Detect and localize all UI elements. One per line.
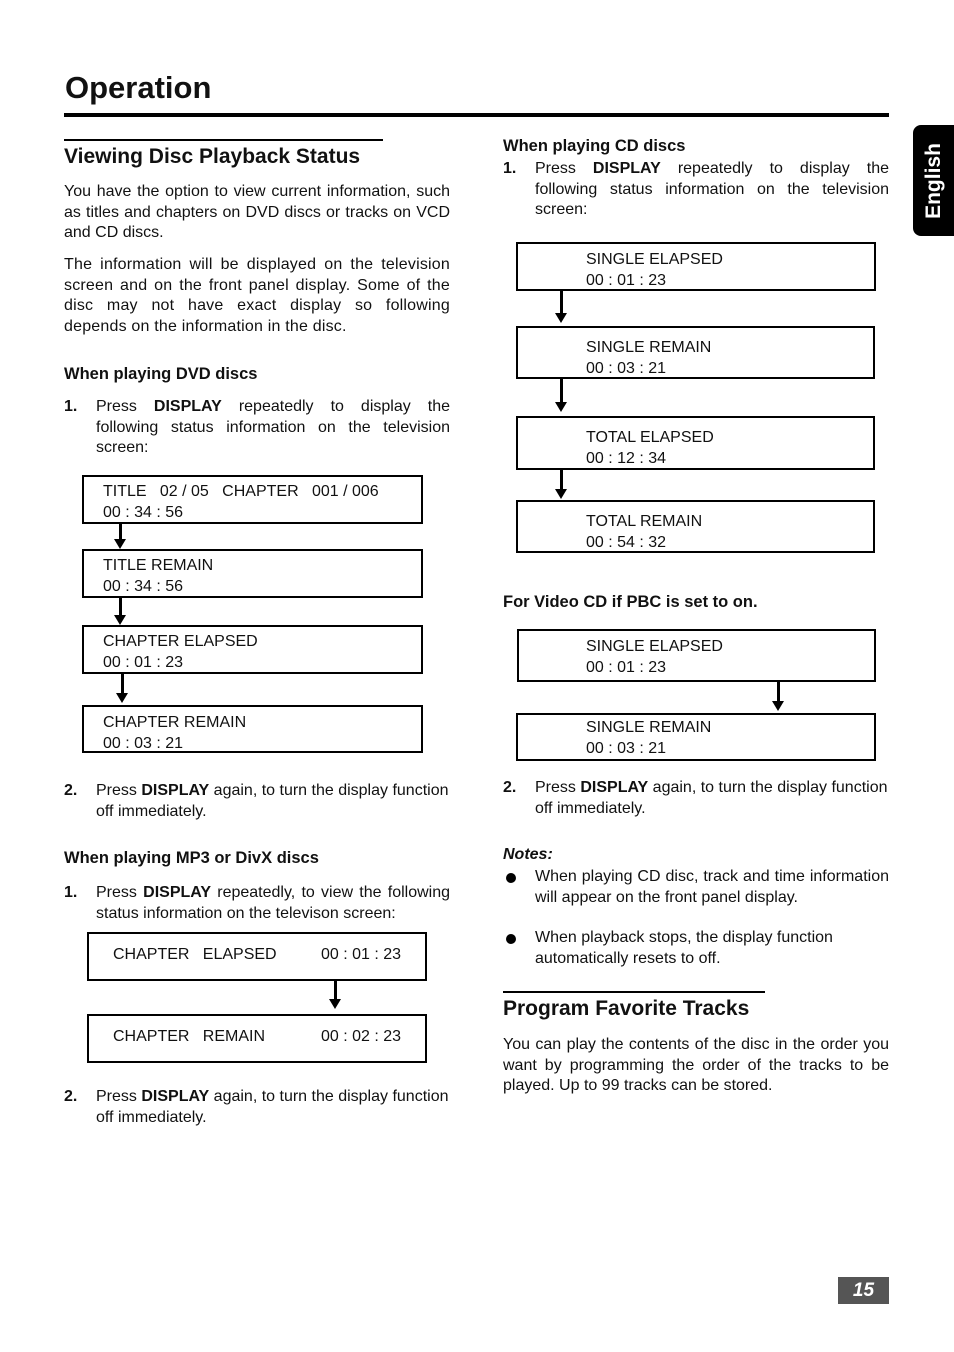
language-tab: [913, 125, 954, 236]
step-text: Press DISPLAY repeatedly to display the following status information on the television screen:: [535, 160, 889, 218]
program-paragraph: You can play the contents of the disc in the order you want by programming the order of the tracks to be played. Up to 99 tracks can be stored.: [503, 1036, 889, 1094]
down-arrow-icon: [334, 979, 337, 1001]
step-text: Press DISPLAY again, to turn the display function off immediately.: [96, 1088, 449, 1126]
down-arrow-icon: [119, 596, 122, 617]
status-time: 00 : 01 : 23: [586, 659, 667, 676]
viewing-info-paragraph: The information will be displayed on the television screen and on the front panel display. Some of the disc may not have exact display so following depends on the information in the disc.: [64, 256, 450, 335]
status-time: 00 : 01 : 23: [321, 946, 402, 963]
cd-status-box-4: [516, 500, 875, 553]
step-text: Press DISPLAY repeatedly, to view the following status information on the televison screen:: [96, 884, 451, 922]
status-time: 00 : 03 : 21: [103, 735, 184, 752]
down-arrow-icon: [121, 672, 124, 695]
vcd-status-box-2: [516, 713, 876, 761]
status-label: SINGLE ELAPSED: [586, 251, 723, 268]
step-number: 1.: [64, 398, 78, 415]
status-time: 00 : 03 : 21: [586, 360, 667, 377]
language-tab-label: English: [921, 142, 945, 219]
step-text: Press DISPLAY again, to turn the display function off immediately.: [535, 779, 888, 817]
dvd-heading: When playing DVD discs: [64, 365, 258, 383]
step-number: 2.: [503, 779, 517, 796]
status-label: CHAPTER REMAIN: [103, 714, 247, 731]
step-number: 2.: [64, 782, 78, 799]
status-time: 00 : 03 : 21: [586, 740, 667, 757]
status-label: CHAPTER REMAIN: [113, 1028, 266, 1045]
vcd-step-2: [503, 778, 889, 820]
status-time: 00 : 34 : 56: [103, 578, 184, 595]
mp3-heading: When playing MP3 or DivX discs: [64, 849, 319, 867]
step-text: Press DISPLAY repeatedly to display the following status information on the television screen:: [96, 398, 450, 456]
viewing-section-title: Viewing Disc Playback Status: [64, 145, 361, 168]
section-rule: [503, 991, 765, 993]
program-section-title: Program Favorite Tracks: [503, 997, 750, 1020]
status-label: CHAPTER ELAPSED: [113, 946, 277, 963]
page-number: 15: [838, 1277, 889, 1304]
cd-status-box-3: [516, 416, 875, 470]
dvd-status-box-4: [82, 705, 423, 753]
down-arrow-icon: [560, 377, 563, 404]
vcd-heading: For Video CD if PBC is set to on.: [503, 593, 758, 611]
note-text: When playback stops, the display function automatically resets to off.: [535, 929, 833, 967]
cd-status-box-2: [516, 326, 875, 379]
note-item: [503, 928, 889, 970]
status-label: TITLE REMAIN: [103, 557, 214, 574]
down-arrow-icon: [560, 289, 563, 315]
mp3-status-box-1: [87, 932, 427, 981]
mp3-step-1: [64, 883, 450, 925]
status-label: TOTAL REMAIN: [586, 513, 703, 530]
title-rule: [64, 113, 889, 117]
status-label: SINGLE REMAIN: [586, 719, 712, 736]
status-label: SINGLE REMAIN: [586, 339, 712, 356]
status-time: 00 : 02 : 23: [321, 1028, 402, 1045]
step-number: 2.: [64, 1088, 78, 1105]
status-time: 00 : 34 : 56: [103, 504, 184, 521]
mp3-status-box-2: [87, 1014, 427, 1063]
cd-step-1: [503, 159, 889, 221]
note-item: [503, 867, 889, 929]
status-time: 00 : 12 : 34: [586, 450, 667, 467]
status-time: 00 : 01 : 23: [103, 654, 184, 671]
notes-heading: Notes:: [503, 846, 553, 863]
status-label: SINGLE ELAPSED: [586, 638, 723, 655]
status-label: CHAPTER ELAPSED: [103, 633, 258, 650]
cd-status-box-1: [516, 242, 876, 291]
step-number: 1.: [503, 160, 517, 177]
vcd-status-box-1: [517, 629, 876, 682]
dvd-status-box-2: [82, 549, 423, 598]
status-time: 00 : 01 : 23: [586, 272, 667, 289]
mp3-step-2: [64, 1087, 450, 1129]
status-label: TITLE 02 / 05 CHAPTER 001 / 006: [103, 483, 379, 500]
dvd-status-box-1: [82, 475, 423, 524]
note-text: When playing CD disc, track and time information will appear on the front panel display.: [535, 868, 889, 906]
down-arrow-icon: [119, 522, 122, 541]
dvd-status-box-3: [82, 625, 423, 674]
bullet-icon: [506, 934, 516, 944]
status-time: 00 : 54 : 32: [586, 534, 667, 551]
section-rule: [64, 139, 383, 141]
step-text: Press DISPLAY again, to turn the display function off immediately.: [96, 782, 449, 820]
bullet-icon: [506, 873, 516, 883]
down-arrow-icon: [777, 680, 780, 703]
dvd-step-2: [64, 781, 450, 823]
dvd-step-1: [64, 397, 450, 459]
viewing-intro-paragraph: You have the option to view current information, such as titles and chapters on DVD discs or tracks on VCD and CD discs.: [64, 183, 450, 241]
down-arrow-icon: [560, 468, 563, 491]
step-number: 1.: [64, 884, 78, 901]
page-title: Operation: [65, 70, 212, 105]
cd-heading: When playing CD discs: [503, 137, 686, 155]
status-label: TOTAL ELAPSED: [586, 429, 714, 446]
